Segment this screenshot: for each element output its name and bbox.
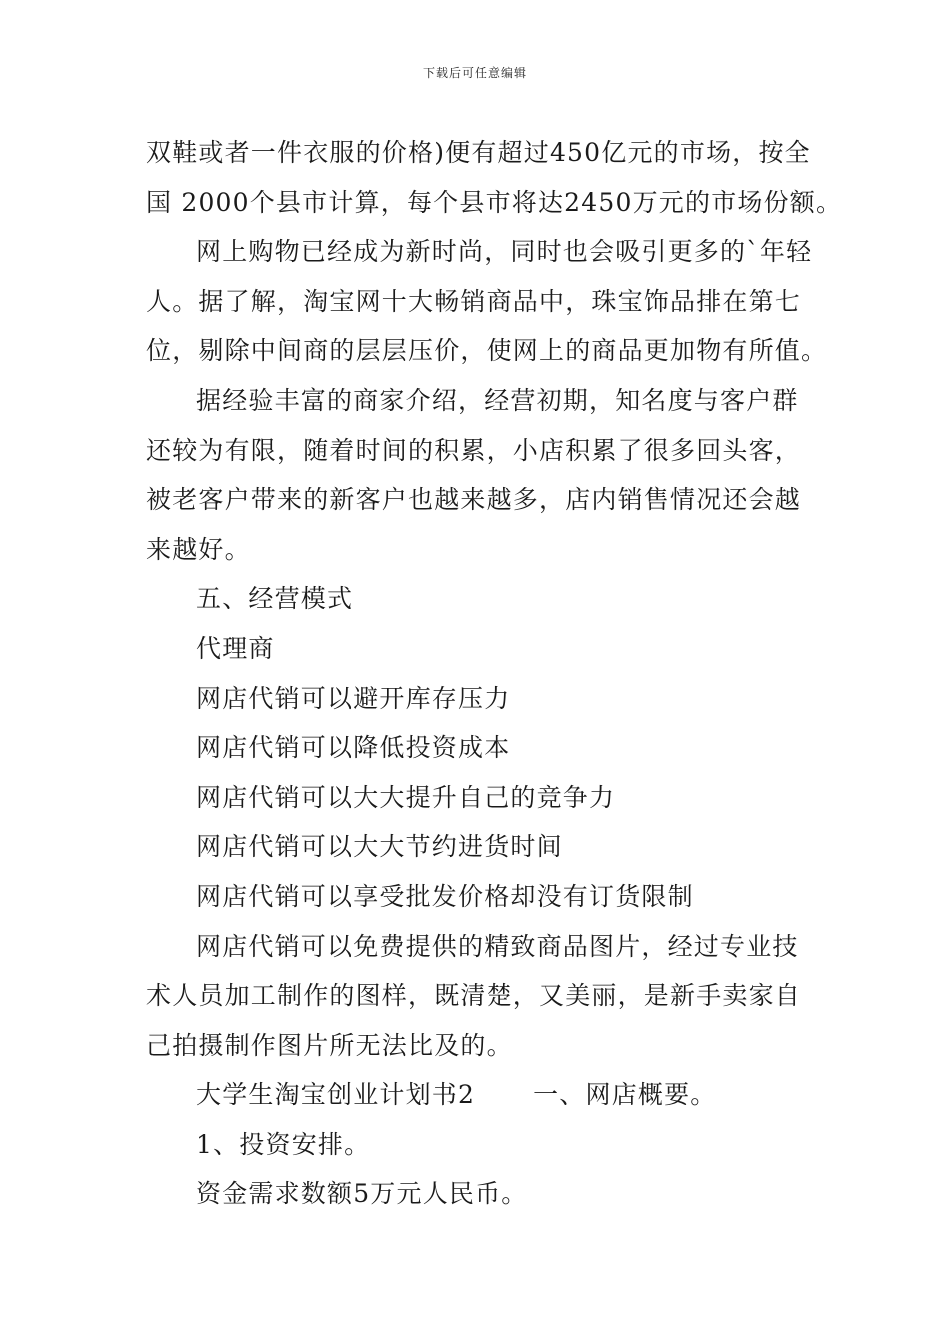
text-line: 术人员加工制作的图样，既清楚，又美丽，是新手卖家自 <box>146 981 802 1011</box>
text-line: 1、投资安排。 <box>196 1129 371 1159</box>
text-line: 据经验丰富的商家介绍，经营初期，知名度与客户群 <box>196 385 799 415</box>
text-line: 己拍摄制作图片所无法比及的。 <box>146 1030 513 1060</box>
text-line: 网店代销可以免费提供的精致商品图片，经过专业技 <box>196 931 799 961</box>
text-line: 来越好。 <box>146 534 251 564</box>
text-line: 资金需求数额5万元人民币。 <box>196 1179 528 1209</box>
text-line: 位，剔除中间商的层层压价，使网上的商品更加物有所值。 <box>146 336 828 366</box>
list-item: 网店代销可以避开库存压力 <box>196 683 511 713</box>
section-title-line <box>146 1070 810 1120</box>
list-item: 网店代销可以降低投资成本 <box>196 733 511 763</box>
text-line: 人。据了解，淘宝网十大畅销商品中，珠宝饰品排在第七 <box>146 286 802 316</box>
document-title: 大学生淘宝创业计划书2 <box>196 1080 476 1110</box>
section-heading: 五、经营模式 <box>196 584 354 614</box>
text-line: 网上购物已经成为新时尚，同时也会吸引更多的`年轻 <box>196 237 813 267</box>
list-item: 网店代销可以享受批发价格却没有订货限制 <box>196 881 694 911</box>
text-line: 代理商 <box>196 633 275 663</box>
list-item: 网店代销可以大大提升自己的竞争力 <box>196 782 616 812</box>
section-heading: 一、网店概要。 <box>533 1080 717 1110</box>
text-line: 被老客户带来的新客户也越来越多，店内销售情况还会越 <box>146 485 802 515</box>
text-line: 还较为有限，随着时间的积累，小店积累了很多回头客， <box>146 435 802 465</box>
text-line: 国 2000个县市计算，每个县市将达2450万元的市场份额。 <box>146 187 843 217</box>
document-body <box>146 128 843 1219</box>
text-line: 双鞋或者一件衣服的价格)便有超过450亿元的市场，按全 <box>146 138 811 167</box>
page-header: 下载后可任意编辑 <box>422 66 527 80</box>
list-item: 网店代销可以大大节约进货时间 <box>196 832 563 862</box>
